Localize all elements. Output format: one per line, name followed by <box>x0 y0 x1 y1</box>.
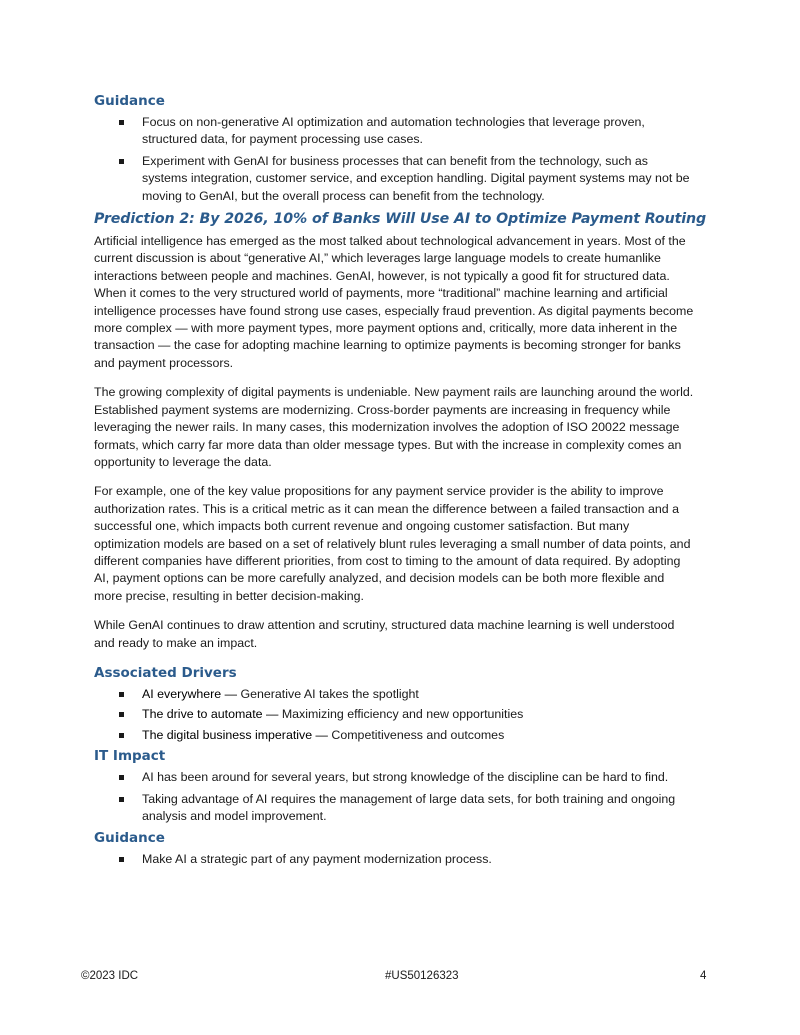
bullet-square-icon <box>119 712 124 717</box>
list-item <box>142 851 694 868</box>
list-item <box>142 686 694 703</box>
list-item-text: Experiment with GenAI for business processes that can benefit from the technology, such as systems integration, customer service, and exception handling. Digital payment systems may not be moving to GenAI, but the overall process can benefit from the technology. <box>142 153 690 203</box>
paragraph: The growing complexity of digital payments is undeniable. New payment rails are launching around the world. Established payment systems are modernizing. Cross-border payments are increasing in frequency while leveraging the newer rails. In many cases, this modernization involves the adoption of ISO 20022 message formats, which carry far more data than older message types. But with the increase in complexity comes an opportunity to leverage the data. <box>94 385 694 469</box>
bullet-square-icon <box>119 797 124 802</box>
footer-copyright: ©2023 IDC <box>81 970 139 982</box>
list-item <box>142 706 694 723</box>
list-item-text: Focus on non-generative AI optimization and automation technologies that leverage proven, structured data, for payment processing use cases. <box>142 115 645 147</box>
bullet-square-icon <box>119 775 124 780</box>
bullet-square-icon <box>119 692 124 697</box>
list-item-text: Make AI a strategic part of any payment modernization process. <box>142 852 492 867</box>
bullet-square-icon <box>119 857 124 862</box>
driver-label: AI everywhere — <box>142 686 238 701</box>
driver-label: The drive to automate — <box>142 707 279 722</box>
guidance-list <box>94 851 694 868</box>
bullet-square-icon <box>119 159 124 164</box>
it-impact-heading: IT Impact <box>94 748 166 765</box>
guidance-heading: Guidance <box>94 93 165 109</box>
list-item <box>142 114 694 149</box>
bullet-square-icon <box>119 733 124 738</box>
driver-text: Competitiveness and outcomes <box>327 727 505 742</box>
list-item <box>142 791 694 826</box>
drivers-list <box>94 686 694 744</box>
list-item <box>142 153 694 205</box>
list-item <box>142 727 694 744</box>
paragraph: Artificial intelligence has emerged as the most talked about technological advancement in years. Most of the current discussion is about “generative AI,” which leverages large language models to create humanlike interactions between people and machines. GenAI, however, is not typically a good fit for structured data. When it comes to the very structured world of payments, more “traditional” machine learning and artificial intelligence processes have found strong use cases, especially fraud prevention. As digital payments become more complex — with more payment types, more payment options and, critically, more data inherent in the transaction — the case for adopting machine learning to optimize payments is becoming stronger for banks and payment processors. <box>94 234 694 370</box>
list-item-text: AI has been around for several years, but strong knowledge of the discipline can be hard to find. <box>142 770 669 785</box>
paragraph: For example, one of the key value propositions for any payment service provider is the ability to improve authorization rates. This is a critical metric as it can mean the difference between a failed transaction and a successful one, which impacts both current revenue and ongoing customer satisfaction. But many optimization models are based on a set of relatively blunt rules leveraging a small number of data points, and different companies have different priorities, from cost to timing to the amount of data required. By adopting AI, payment options can be more carefully analyzed, and decision models can be both more flexible and more precise, resulting in better decision-making. <box>94 484 691 603</box>
driver-label: The digital business imperative — <box>142 727 328 742</box>
list-item <box>142 769 694 786</box>
list-item-text: Taking advantage of AI requires the management of large data sets, for both training and ongoing analysis and model improvement. <box>142 791 676 823</box>
page-content <box>94 92 707 873</box>
driver-text: Generative AI takes the spotlight <box>237 686 419 701</box>
guidance-heading: Guidance <box>94 830 165 847</box>
associated-drivers-heading: Associated Drivers <box>94 664 237 681</box>
guidance-list <box>94 114 694 205</box>
prediction-heading: Prediction 2: By 2026, 10% of Banks Will Use AI to Optimize Payment Routing <box>94 211 707 228</box>
paragraph: While GenAI continues to draw attention and scrutiny, structured data machine learning is well understood and ready to make an impact. <box>94 618 675 650</box>
bullet-square-icon <box>119 120 124 125</box>
footer-page-number: 4 <box>700 970 707 982</box>
footer-document-id: #US50126323 <box>385 970 459 982</box>
driver-text: Maximizing efficiency and new opportunities <box>278 707 524 722</box>
it-impact-list <box>94 769 694 825</box>
